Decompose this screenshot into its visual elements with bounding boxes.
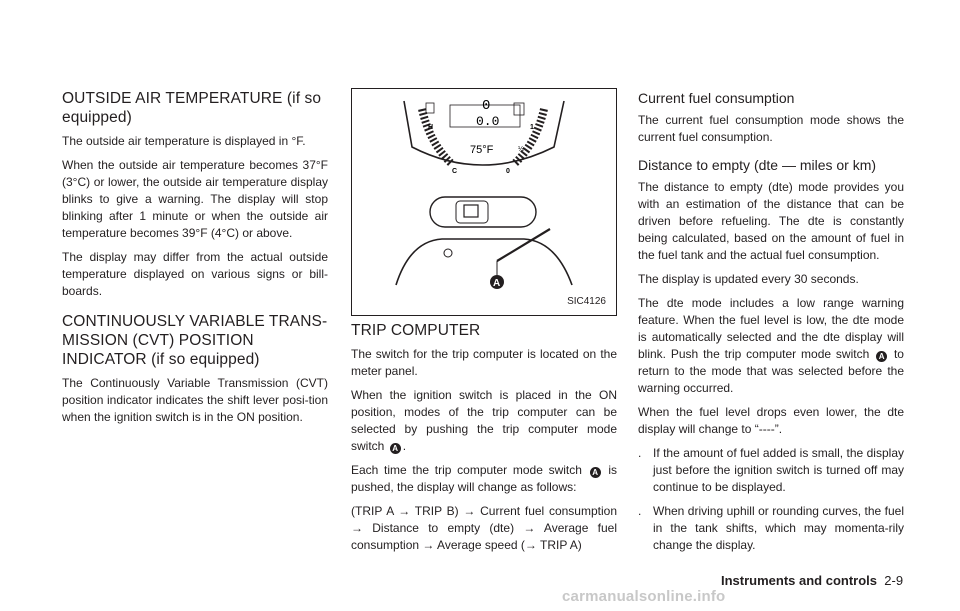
para-trip-1: The switch for the trip computer is located on the meter panel. xyxy=(351,347,617,378)
column-left xyxy=(62,89,328,433)
gauge-h-label: H xyxy=(428,124,434,131)
indicator-light xyxy=(444,249,452,257)
para-trip-2: When the ignition switch is placed in the ON position, modes of the trip computer can be selected by pushing the trip computer mode switch A . xyxy=(351,388,617,453)
para-dte-1: The distance to empty (dte) mode provides you with an estimation of the distance that can be driven before refueling. The dte is constantly being calculated, based on the amount of fuel in the fuel tank and the actual fuel consumption. xyxy=(638,180,904,262)
bullet-item: . When driving uphill or rounding curves, the fuel in the tank shifts, which may momenta-rily change the display. xyxy=(638,504,904,552)
switch-a-icon: A xyxy=(590,467,601,478)
temp-icon xyxy=(426,103,434,113)
switch-a-icon: A xyxy=(390,443,401,454)
para-dte-3: The dte mode includes a low range warning feature. When the fuel level is low, the dte mode is automatically selected and the dte display will blink. Push the trip computer mode switch A to return to the mode that was selected before the warning occurred. xyxy=(638,296,904,395)
fuel-gauge-arc xyxy=(514,109,544,164)
heading-cvt-indicator: CONTINUOUSLY VARIABLE TRANS-MISSION (CVT) POSITION INDICATOR (if so equipped) xyxy=(62,313,328,368)
gauge-1-label: 1 xyxy=(530,124,534,131)
temperature-readout: 75°F xyxy=(470,144,494,156)
figure-code: SIC4126 xyxy=(567,296,606,307)
para-current-fuel: The current fuel consumption mode shows the current fuel consumption. xyxy=(638,113,904,144)
trip-switch-icon xyxy=(464,205,478,217)
para-oat-3: The display may differ from the actual outside temperature displayed on various signs or bill-boards. xyxy=(62,250,328,298)
heading-dte: Distance to empty (dte — miles or km) xyxy=(638,157,877,173)
para-cvt: The Continuously Variable Transmission (CVT) position indicator indicates the shift lever posi-tion when the ignition switch is in the ON position. xyxy=(62,376,328,424)
temp-gauge-arc xyxy=(422,109,452,164)
meter-illustration xyxy=(352,89,616,315)
gauge-c-label: C xyxy=(452,168,458,175)
heading-trip-computer: TRIP COMPUTER xyxy=(351,322,481,339)
para-oat-1: The outside air temperature is displayed in °F. xyxy=(62,134,306,148)
bullet-item: . If the amount of fuel added is small, the display just before the ignition switch is turned off may continue to be displayed. xyxy=(638,446,904,494)
gauge-half-label: ½ xyxy=(518,146,524,153)
column-right xyxy=(638,89,904,561)
trip-switch-button xyxy=(456,201,488,223)
switch-a-icon: A xyxy=(876,351,887,362)
para-trip-3: Each time the trip computer mode switch A is pushed, the display will change as follows: xyxy=(351,463,617,494)
figure-trip-computer xyxy=(351,88,617,316)
callout-letter: A xyxy=(493,278,501,289)
lower-cluster-outline xyxy=(396,239,572,285)
odometer-value: 0.0 xyxy=(476,114,500,129)
heading-outside-air-temperature: OUTSIDE AIR TEMPERATURE (if so equipped) xyxy=(62,90,322,126)
column-middle xyxy=(351,317,617,561)
para-oat-2: When the outside air temperature becomes 37°F (3°C) or lower, the outside air temperature display blinks to give a warning. The display will stop blinking after 1 minute or when the outside air temperature becomes 39°F (4°C) or above. xyxy=(62,158,328,240)
page-footer xyxy=(721,573,903,588)
para-dte-4: When the fuel level drops even lower, the dte display will change to “----”. xyxy=(638,405,904,436)
gauge-0-label: 0 xyxy=(506,168,510,175)
para-trip-4: (TRIP A → TRIP B) → Current fuel consumption → Distance to empty (dte) → Average fuel consumption → Average speed (→ TRIP A) xyxy=(351,504,617,552)
watermark: carmanualsonline.info xyxy=(562,588,726,605)
para-dte-2: The display is updated every 30 seconds. xyxy=(638,272,859,286)
footer-section: Instruments and controls xyxy=(721,573,878,588)
page-number: 2-9 xyxy=(884,573,904,588)
heading-current-fuel: Current fuel consumption xyxy=(638,90,795,106)
display-digit: 0 xyxy=(482,98,491,114)
